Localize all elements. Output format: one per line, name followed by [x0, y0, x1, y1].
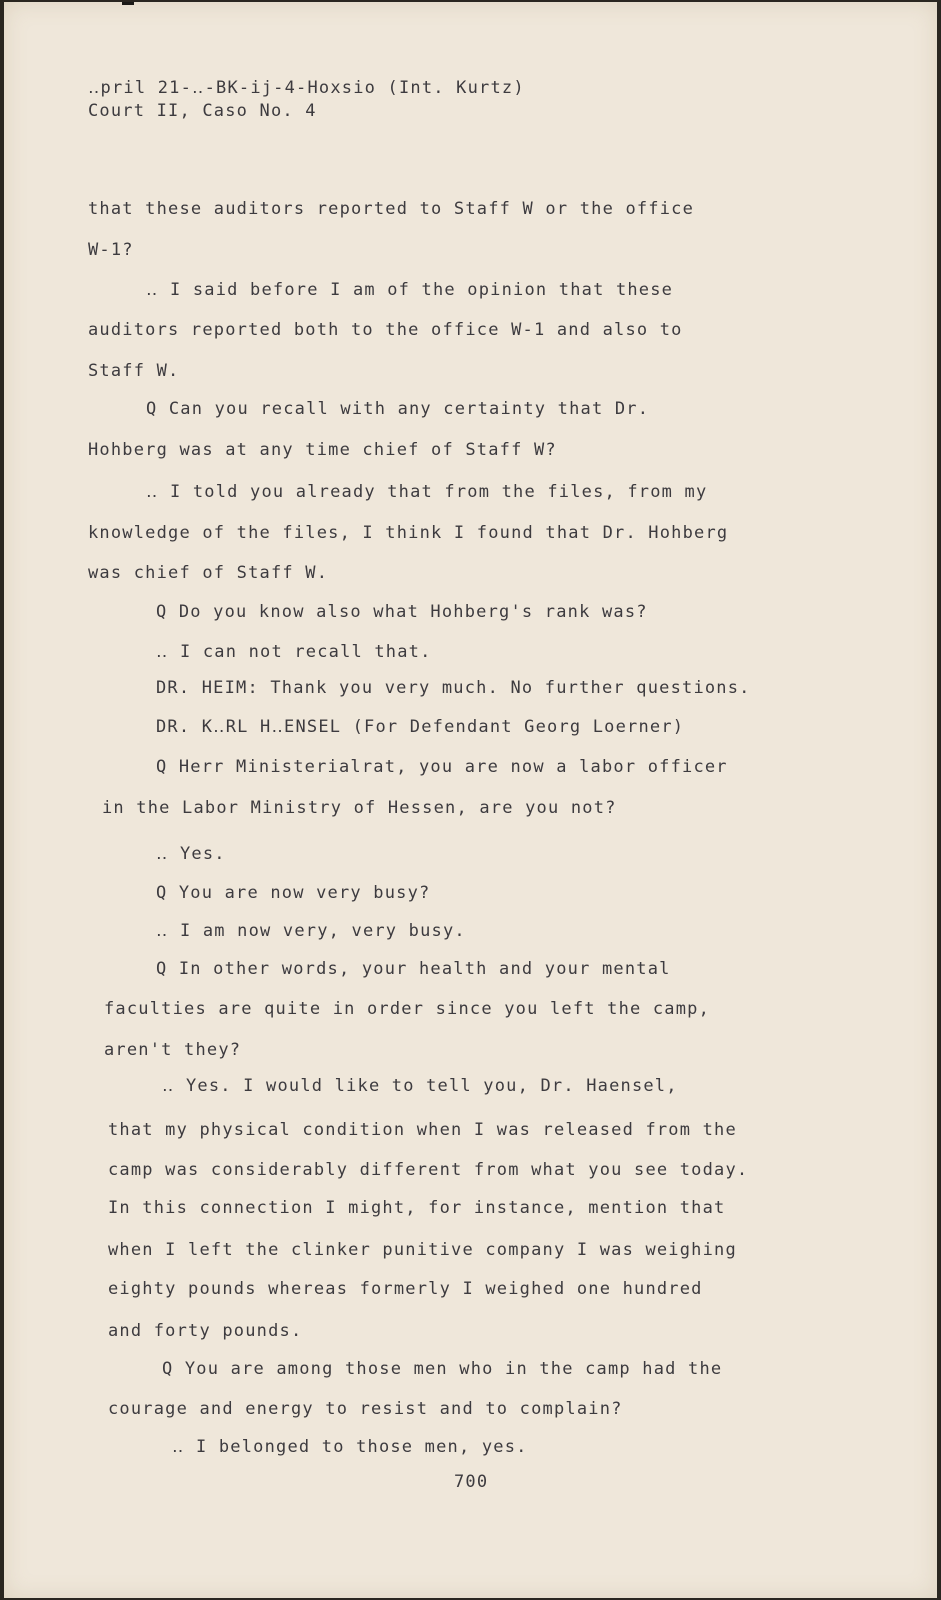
- question-line: Q You are among those men who in the camp had the: [162, 1359, 723, 1379]
- header-line-1: ‥pril 21-‥-BK-ij-4-Hoxsio (Int. Kurtz): [88, 78, 525, 98]
- document-page: [4, 2, 937, 1598]
- body-line: that these auditors reported to Staff W or the office: [88, 199, 695, 219]
- page-edge-mark: [122, 2, 134, 5]
- body-line: and forty pounds.: [108, 1321, 303, 1341]
- body-line: camp was considerably different from what you see today.: [108, 1160, 749, 1180]
- answer-line: ‥ Yes.: [156, 844, 226, 864]
- question-line: Q Herr Ministerialrat, you are now a labor officer: [156, 757, 728, 777]
- question-line: Q Can you recall with any certainty that Dr.: [146, 399, 650, 419]
- body-line: was chief of Staff W.: [88, 563, 329, 583]
- header-line-2: Court II, Caso No. 4: [88, 101, 317, 121]
- body-line: in the Labor Ministry of Hessen, are you not?: [102, 798, 617, 818]
- body-line: courage and energy to resist and to complain?: [108, 1399, 623, 1419]
- body-line: Staff W.: [88, 361, 180, 381]
- question-line: Q Do you know also what Hohberg's rank was?: [156, 602, 648, 622]
- question-line: Q In other words, your health and your mental: [156, 959, 671, 979]
- answer-line: ‥ Yes. I would like to tell you, Dr. Haensel,: [162, 1076, 678, 1096]
- body-line: that my physical condition when I was released from the: [108, 1120, 737, 1140]
- body-line: Hohberg was at any time chief of Staff W?: [88, 440, 557, 460]
- body-line: aren't they?: [104, 1040, 242, 1060]
- counsel-line: DR. K‥RL H‥ENSEL (For Defendant Georg Loerner): [156, 717, 685, 737]
- question-line: Q You are now very busy?: [156, 883, 431, 903]
- counsel-line: DR. HEIM: Thank you very much. No further questions.: [156, 678, 751, 698]
- answer-line: ‥ I told you already that from the files, from my: [146, 482, 708, 502]
- body-line: knowledge of the files, I think I found that Dr. Hohberg: [88, 523, 729, 543]
- body-line: auditors reported both to the office W-1 and also to: [88, 320, 683, 340]
- page-number: 700: [454, 1472, 489, 1492]
- body-line: faculties are quite in order since you left the camp,: [104, 999, 711, 1019]
- answer-line: ‥ I said before I am of the opinion that these: [146, 280, 674, 300]
- answer-line: ‥ I belonged to those men, yes.: [172, 1437, 528, 1457]
- body-line: In this connection I might, for instance, mention that: [108, 1198, 726, 1218]
- answer-line: ‥ I am now very, very busy.: [156, 921, 466, 941]
- body-line: W-1?: [88, 240, 134, 260]
- body-line: when I left the clinker punitive company I was weighing: [108, 1240, 737, 1260]
- answer-line: ‥ I can not recall that.: [156, 642, 432, 662]
- body-line: eighty pounds whereas formerly I weighed one hundred: [108, 1279, 703, 1299]
